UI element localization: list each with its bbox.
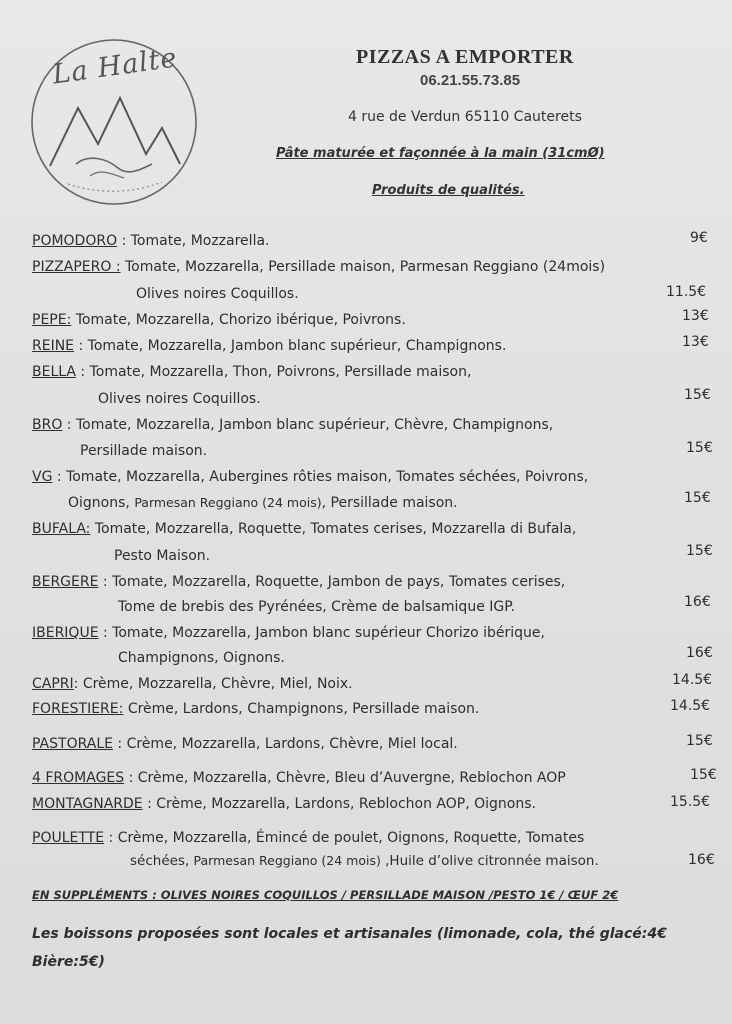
menu-item-pepe [32, 312, 406, 328]
menu-item-capri [32, 676, 353, 692]
pizza-name: FORESTIERE: [32, 701, 124, 717]
logo-name: La Halte [50, 42, 180, 91]
ingredients-continued: Pesto Maison. [114, 548, 211, 564]
menu-item-bufala [32, 521, 576, 537]
ingredients-continued: Olives noires Coquillos. [98, 391, 261, 407]
drinks-note [32, 920, 692, 976]
menu-item-4-fromages [32, 770, 566, 786]
ingredients: Crème, Mozzarella, Chèvre, Bleu d’Auvergne, Reblochon AOP [137, 770, 566, 786]
separator: : [62, 417, 76, 433]
phone-number: 06.21.55.73.85 [420, 72, 521, 89]
ingredients-part: ,Huile d’olive citronnée maison. [380, 853, 599, 869]
pizza-name: VG [32, 469, 53, 485]
pizza-name: BRO [32, 417, 63, 433]
ingredients: Tomate, Mozzarella, Persillade maison, Parmesan Reggiano (24mois) [125, 259, 606, 275]
menu-item-poulette [32, 830, 584, 846]
price: 15€ [684, 490, 711, 506]
ingredients: Tomate, Mozzarella, Chorizo ibérique, Poivrons. [75, 312, 406, 328]
price: 13€ [682, 334, 709, 350]
separator: : [73, 676, 83, 692]
ingredients-part: Oignons, [68, 495, 135, 511]
ingredients: Crème, Mozzarella, Émincé de poulet, Oignons, Roquette, Tomates [117, 830, 585, 846]
address: 4 rue de Verdun 65110 Cauterets [348, 109, 582, 125]
menu-item-pomodoro [32, 233, 269, 249]
tagline: Pâte maturée et façonnée à la main (31cmØ) [276, 146, 605, 161]
page-title: PIZZAS A EMPORTER [356, 46, 574, 68]
separator: : [98, 574, 113, 590]
price: 15€ [686, 733, 713, 749]
separator: : [117, 233, 131, 249]
pizza-name: REINE [32, 338, 75, 354]
separator: : [104, 830, 118, 846]
ingredients-part: , Persillade maison. [321, 495, 458, 511]
ingredients: Tomate, Mozzarella, Jambon blanc supérieur, Chèvre, Champignons, [75, 417, 554, 433]
pizza-name: CAPRI [32, 676, 74, 692]
price: 9€ [690, 230, 708, 246]
ingredients: Tomate, Mozzarella, Jambon blanc supérieur, Champignons. [87, 338, 507, 354]
menu-item-vg [32, 469, 588, 485]
pizza-name: BERGERE [32, 574, 99, 590]
separator: : [98, 625, 113, 641]
ingredients: Tomate, Mozzarella, Aubergines rôties maison, Tomates séchées, Poivrons, [66, 469, 589, 485]
separator: : [52, 469, 67, 485]
price: 15.5€ [670, 794, 711, 810]
ingredients-continued: Persillade maison. [80, 443, 208, 459]
price: 16€ [684, 594, 711, 610]
pizza-name: MONTAGNARDE [32, 796, 143, 812]
price: 11.5€ [666, 284, 707, 300]
ingredients-continued: Champignons, Oignons. [118, 650, 285, 666]
pizza-name: PIZZAPERO : [32, 259, 121, 275]
drinks-line-2: Bière:5€) [32, 954, 105, 970]
ingredients: Tomate, Mozzarella, Thon, Poivrons, Persillade maison, [89, 364, 472, 380]
ingredients-continued: Tome de brebis des Pyrénées, Crème de balsamique IGP. [118, 599, 515, 615]
ingredients: Tomate, Mozzarella. [130, 233, 270, 249]
ingredients-continued [68, 495, 458, 511]
price: 14.5€ [670, 698, 711, 714]
pizza-name: 4 FROMAGES [32, 770, 125, 786]
price: 15€ [686, 440, 713, 456]
ingredients: Crème, Lardons, Champignons, Persillade maison. [127, 701, 480, 717]
menu-item-iberique [32, 625, 545, 641]
price: 15€ [686, 543, 713, 559]
price: 16€ [688, 852, 715, 868]
ingredients: Crème, Mozzarella, Lardons, Chèvre, Miel local. [126, 736, 458, 752]
menu-item-pastorale [32, 736, 458, 752]
drinks-line-1: Les boissons proposées sont locales et artisanales (limonade, cola, thé glacé:4€ [32, 926, 667, 942]
price: 13€ [682, 308, 709, 324]
menu-item-bella [32, 364, 471, 380]
menu-item-bro [32, 417, 553, 433]
price: 15€ [690, 767, 717, 783]
price: 14.5€ [672, 672, 713, 688]
ingredients: Crème, Mozzarella, Lardons, Reblochon AOP, Oignons. [156, 796, 536, 812]
menu-item-forestiere [32, 701, 479, 717]
separator: : [124, 770, 138, 786]
quality-note: Produits de qualités. [372, 183, 525, 198]
supplements-note: EN SUPPLÉMENTS : OLIVES NOIRES COQUILLOS / PERSILLADE MAISON /PESTO 1€ / ŒUF 2€ [32, 888, 619, 902]
menu-item-bergere [32, 574, 565, 590]
menu-item-pizzapero [32, 259, 605, 275]
ingredients-part: séchées, [130, 853, 194, 869]
ingredients-continued [130, 853, 599, 869]
separator: : [112, 736, 127, 752]
ingredients: Tomate, Mozzarella, Roquette, Tomates cerises, Mozzarella di Bufala, [94, 521, 577, 537]
separator: : [75, 364, 90, 380]
menu-item-montagnarde [32, 796, 536, 812]
ingredients: Crème, Mozzarella, Chèvre, Miel, Noix. [82, 676, 353, 692]
ingredients-continued: Olives noires Coquillos. [136, 286, 299, 302]
ingredients: Tomate, Mozzarella, Jambon blanc supérieur Chorizo ibérique, [112, 625, 545, 641]
price: 15€ [684, 387, 711, 403]
price: 16€ [686, 645, 713, 661]
pizza-name: BELLA [32, 364, 76, 380]
menu-item-reine [32, 338, 506, 354]
ingredients-part: Parmesan Reggiano (24 mois) [134, 495, 322, 510]
pizza-name: POMODORO [32, 233, 118, 249]
ingredients: Tomate, Mozzarella, Roquette, Jambon de pays, Tomates cerises, [112, 574, 566, 590]
separator: : [74, 338, 88, 354]
ingredients-part: Parmesan Reggiano (24 mois) [193, 853, 381, 868]
separator: : [142, 796, 157, 812]
pizza-name: PEPE: [32, 312, 72, 328]
pizza-name: PASTORALE [32, 736, 113, 752]
pizza-name: POULETTE [32, 830, 105, 846]
pizza-name: BUFALA: [32, 521, 91, 537]
pizza-name: IBERIQUE [32, 625, 99, 641]
